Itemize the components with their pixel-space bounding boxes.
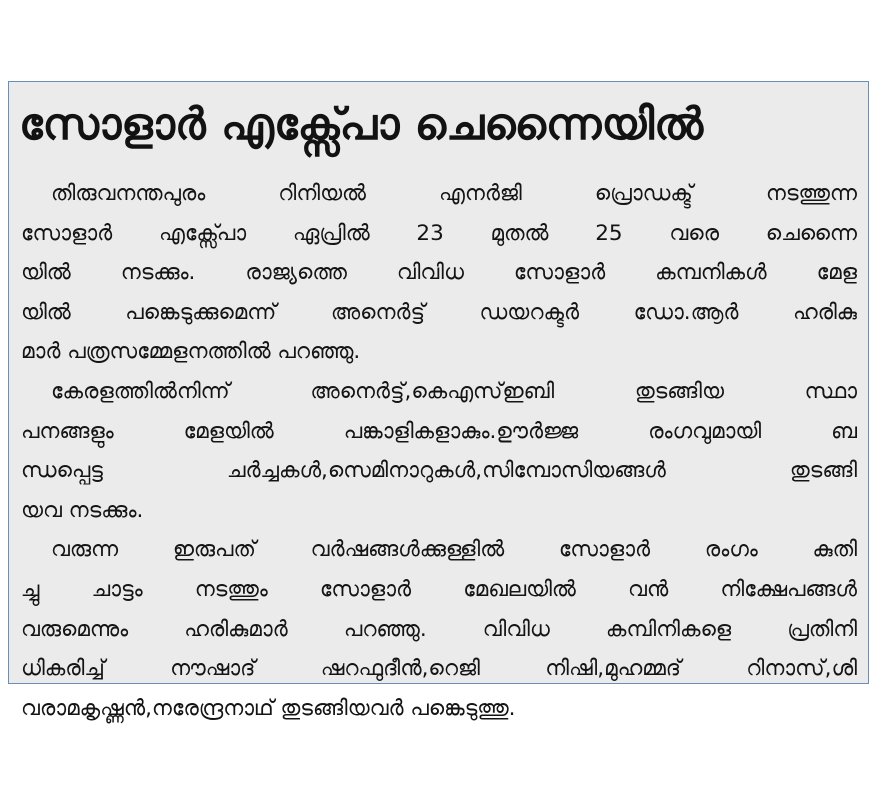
paragraph-3-line-5: വരാമകൃഷ്ണൻ,നരേന്ദ്രനാഥ് തുടങ്ങിയവർ പങ്കെടുത്തു.	[21, 695, 516, 721]
paragraph-1-line-3: യിൽ നടക്കും. രാജ്യത്തെ വിവിധ സോളാർ കമ്പനികൾ മേള	[21, 260, 857, 286]
paragraph-1-line-4: യിൽ പങ്കെടുക്കുമെന്ന് അനെർട്ട് ഡയറക്ടർ ഡോ.ആർ ഹരികു	[21, 299, 857, 325]
paragraph-2-line-1: കേരളത്തിൽനിന്ന് അനെർട്ട്,കെഎസ്ഇബി തുടങ്ങിയ സ്ഥാ	[51, 378, 857, 404]
paragraph-1-line-1: തിരുവനന്തപുരം റിനിയൽ എനർജി പ്രൊഡക്ട് നടത്തുന്ന	[51, 181, 857, 206]
paragraph-3-line-4: ധികരിച്ച് നൗഷാദ് ഷറഫുദീൻ,റെജി നിഷി,മുഹമ്മദ് റിനാസ്,ശി	[21, 656, 857, 682]
paragraph-1-line-5: മാർ പത്രസമ്മേളനത്തിൽ പറഞ്ഞു.	[21, 339, 361, 365]
paragraph-2-line-2: പനങ്ങളും മേളയിൽ പങ്കാളികളാകും.ഊർജ്ജ രംഗവുമായി ബ	[21, 418, 857, 444]
article-body	[21, 174, 857, 728]
headline: സോളാർ എക്സ്പോ ചെന്നൈയിൽ	[19, 99, 704, 150]
paragraph-3-line-1: വരുന്ന ഇരുപത് വർഷങ്ങൾക്കുള്ളിൽ സോളാർ രംഗം കുതി	[51, 537, 857, 563]
paragraph-2-line-4: യവ നടക്കും.	[21, 497, 144, 523]
paragraph-3-line-3: വരുമെന്നും ഹരികുമാർ പറഞ്ഞു. വിവിധ കമ്പിനികളെ പ്രതിനി	[21, 616, 857, 642]
paragraph-3-line-2: ച്ചു ചാട്ടം നടത്തും സോളാർ മേഖലയിൽ വൻ നിക്ഷേപങ്ങൾ	[21, 576, 857, 602]
paragraph-2-line-3: ന്ധപ്പെട്ട ചർച്ചകൾ,സെമിനാറുകൾ,സിമ്പോസിയങ്ങൾ തുടങ്ങി	[21, 458, 857, 484]
newspaper-clipping	[8, 81, 869, 721]
paragraph-1-line-2: സോളാർ എക്സ്പോ ഏപ്രിൽ 23 മുതൽ 25 വരെ ചെന്നൈ	[21, 220, 857, 246]
